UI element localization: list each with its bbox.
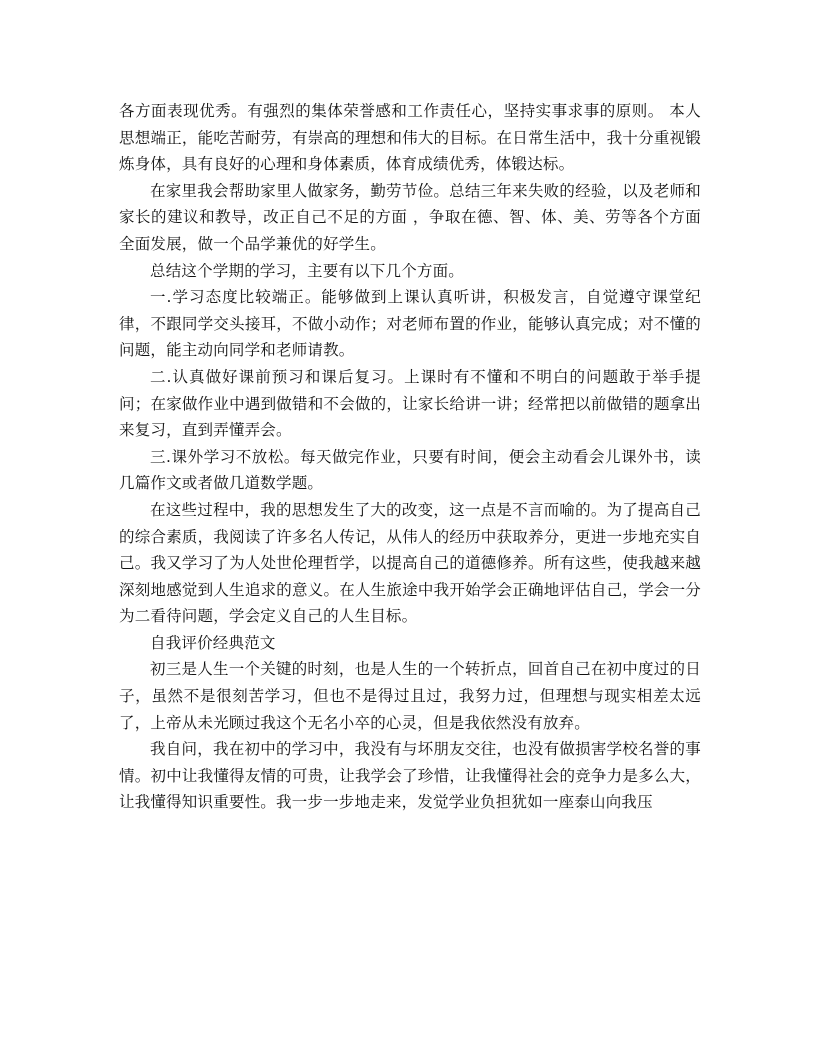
document-body xyxy=(119,98,701,816)
paragraph-3: 总结这个学期的学习，主要有以下几个方面。 xyxy=(150,261,465,280)
section-heading: 自我评价经典范文 xyxy=(150,633,276,652)
paragraph-4: 一.学习态度比较端正。能够做到上课认真听讲，积极发言，自觉遵守课堂纪律，不跟同学交头接耳，不做小动作；对老师布置的作业，能够认真完成；对不懂的问题，能主动向同学和老师请教。 xyxy=(119,288,701,360)
paragraph-7: 在这些过程中，我的思想发生了大的改变，这一点是不言而喻的。为了提高自己的综合素质，我阅读了许多名人传记，从伟人的经历中获取养分，更进一步地充实自己。我又学习了为人处世伦理哲学，以提高自己的道德修养。所有这些，使我越来越深刻地感觉到人生追求的意义。在人生旅途中我开始学会正确地评估自己，学会一分为二看待问题，学会定义自己的人生目标。 xyxy=(119,500,701,626)
paragraph-5: 二.认真做好课前预习和课后复习。上课时有不懂和不明白的问题敢于举手提问；在家做作业中遇到做错和不会做的，让家长给讲一讲；经常把以前做错的题拿出来复习，直到弄懂弄会。 xyxy=(119,367,701,440)
paragraph-1: 各方面表现优秀。有强烈的集体荣誉感和工作责任心，坚持实事求事的原则。 本人思想端正，能吃苦耐劳，有崇高的理想和伟大的目标。在日常生活中，我十分重视锻炼身体，具有良好的心理和身体素质，体育成绩优秀，体锻达标。 xyxy=(119,102,701,174)
paragraph-8: 初三是人生一个关键的时刻，也是人生的一个转折点，回首自己在初中度过的日子，虽然不是很刻苦学习，但也不是得过且过，我努力过，但理想与现实相差太远了，上帝从未光顾过我这个无名小卒的心灵，但是我依然没有放弃。 xyxy=(119,660,701,732)
paragraph-9: 我自问，我在初中的学习中，我没有与坏朋友交往，也没有做损害学校名誉的事情。初中让我懂得友情的可贵，让我学会了珍惜，让我懂得社会的竞争力是多么大，让我懂得知识重要性。我一步一步地走来，发觉学业负担犹如一座泰山向我压 xyxy=(119,740,701,812)
paragraph-6: 三.课外学习不放松。每天做完作业，只要有时间，便会主动看会儿课外书，读几篇作文或者做几道数学题。 xyxy=(119,447,701,493)
paragraph-2: 在家里我会帮助家里人做家务，勤劳节俭。总结三年来失败的经验，以及老师和家长的建议和教导，改正自己不足的方面 ，争取在德、智、体、美、劳等各个方面全面发展，做一个品学兼优的好学生。 xyxy=(119,181,701,253)
